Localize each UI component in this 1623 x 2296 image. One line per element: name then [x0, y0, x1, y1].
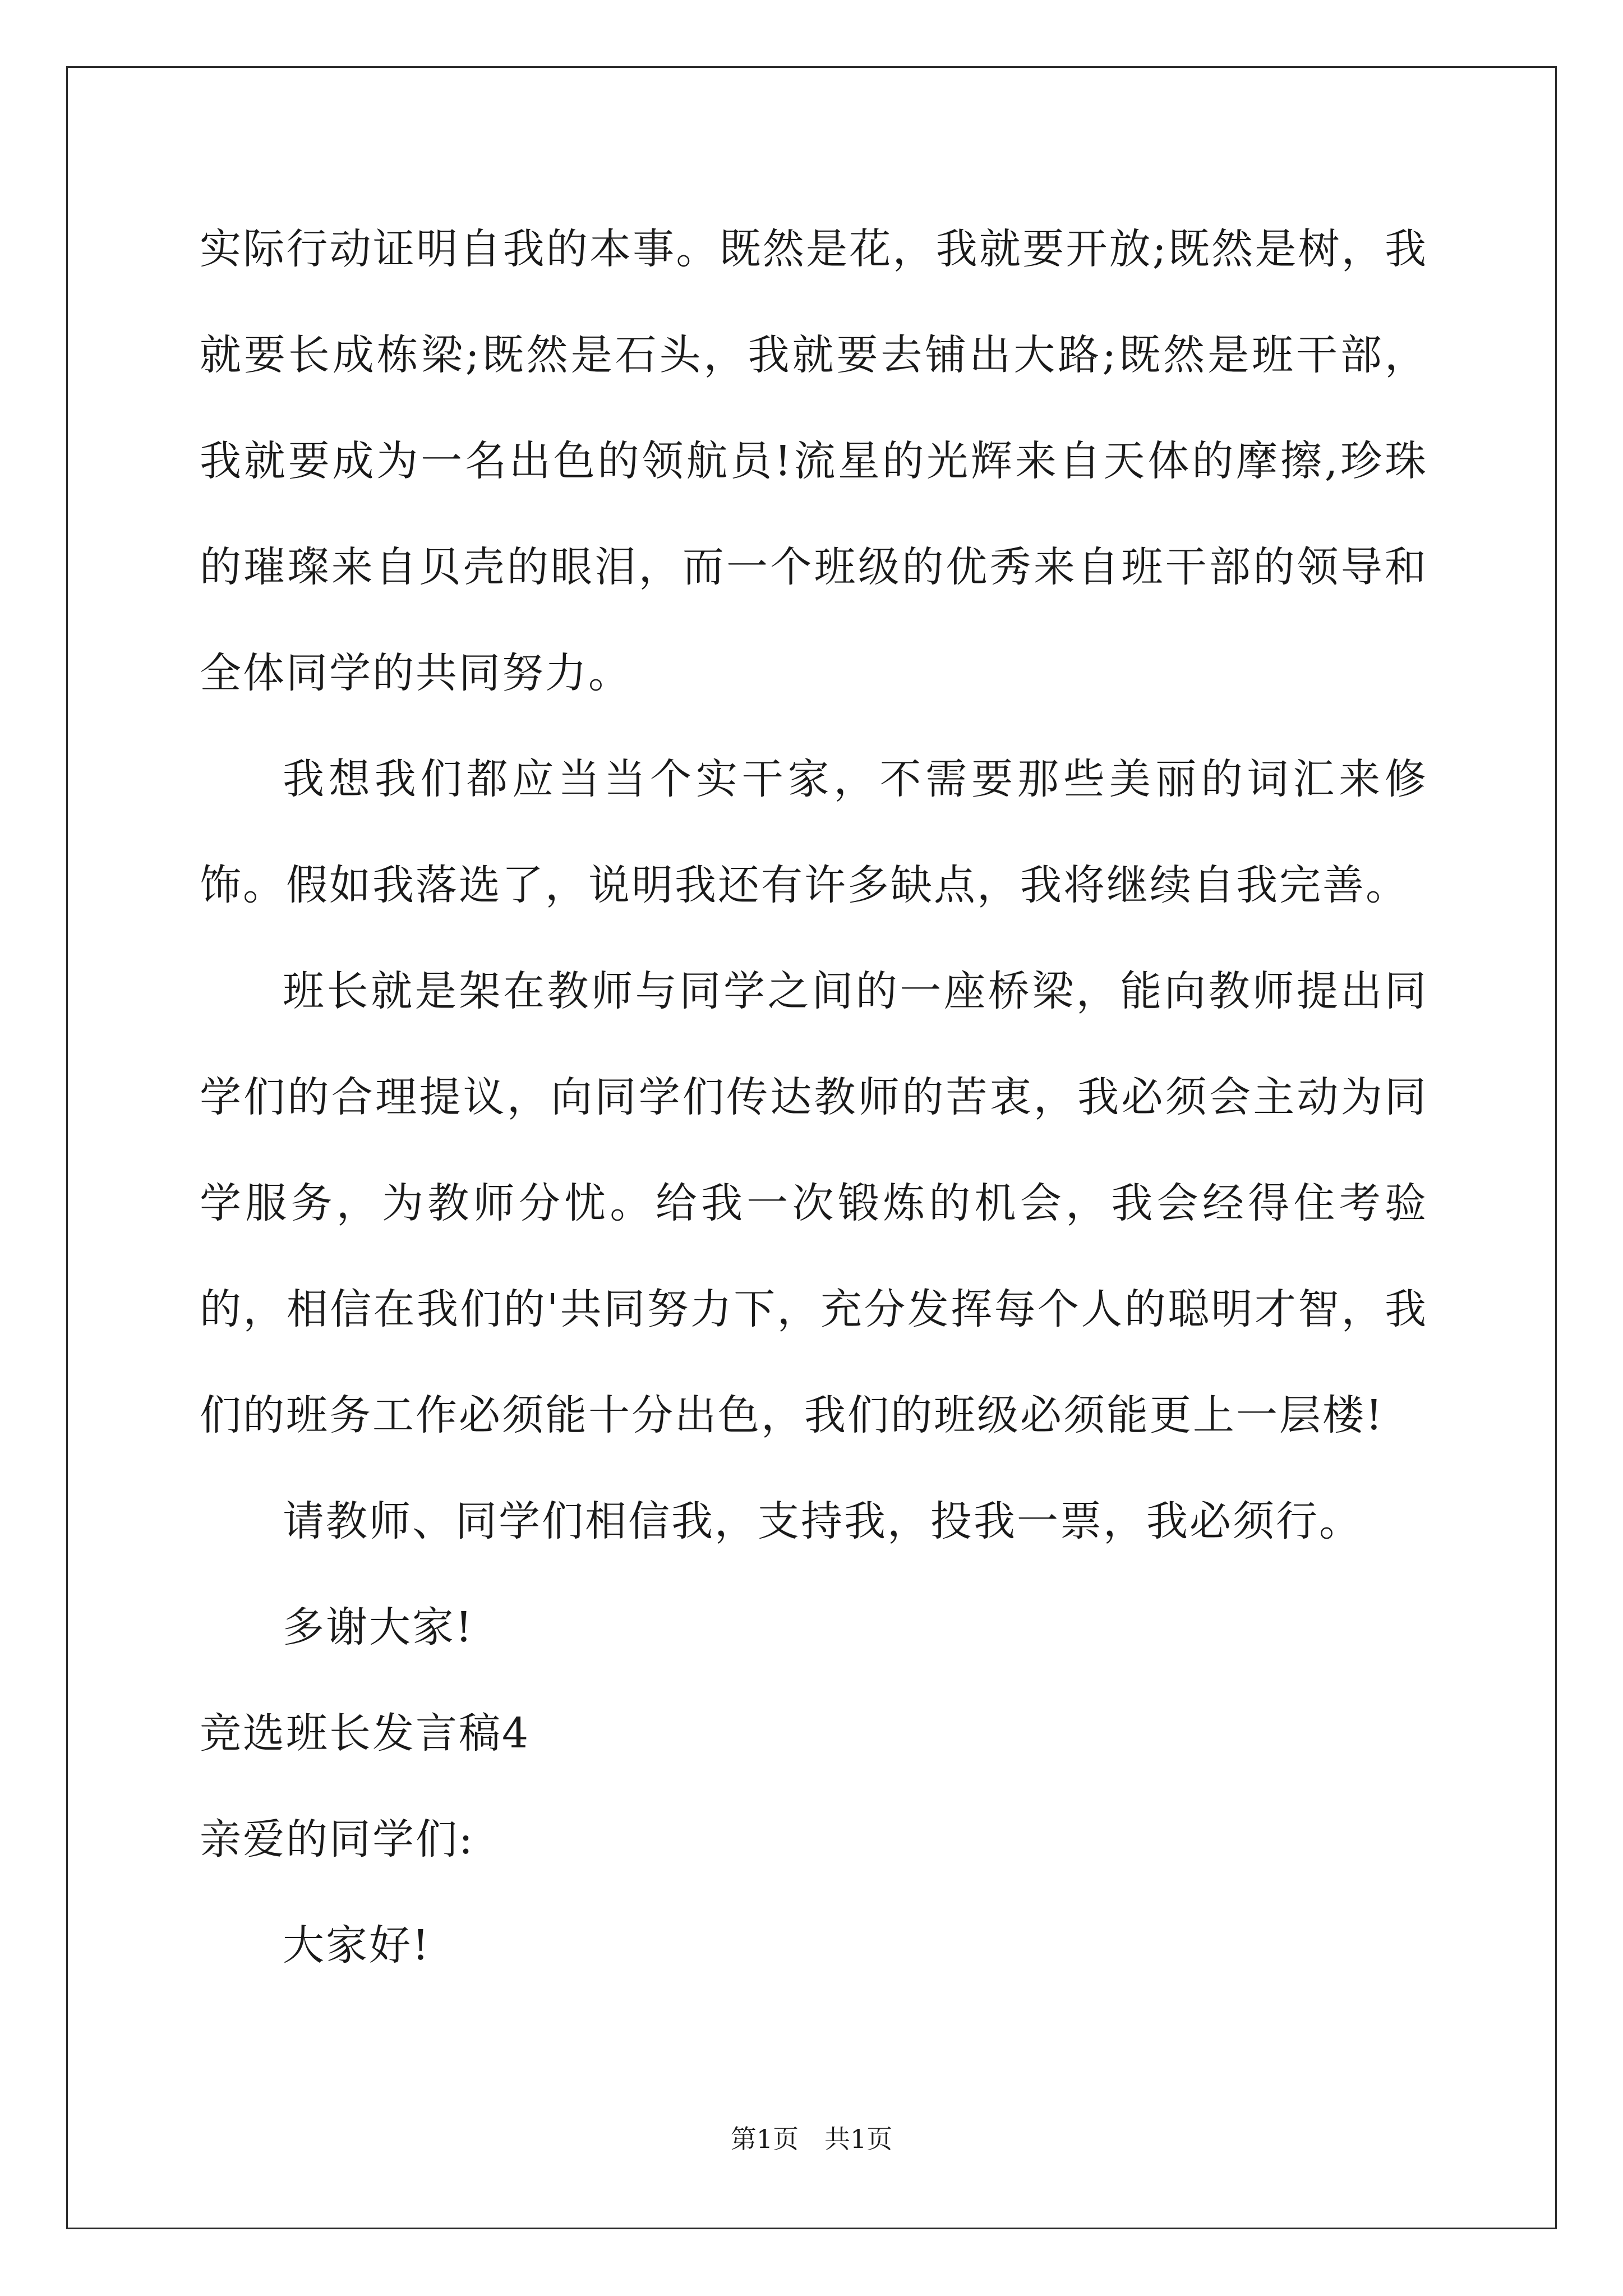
paragraph-5: 多谢大家! [283, 1603, 474, 1651]
page-footer [0, 2122, 1623, 2156]
paragraph-4: 请教师、同学们相信我，支持我，投我一票，我必须行。 [283, 1497, 1362, 1545]
paragraph-3: 班长就是架在教师与同学之间的一座桥梁，能向教师提出同学们的合理提议，向同学们传达教师的苦衷，我必须会主动为同学服务，为教师分忧。给我一次锻炼的机会，我会经得住考验的，相信在我们的'共同努力下，充分发挥每个人的聪明才智，我们的班务工作必须能十分出色，我们的班级必须能更上一层楼! [200, 967, 1428, 1439]
page-total: 共1页 [824, 2124, 893, 2154]
greeting: 大家好! [283, 1921, 431, 1970]
document-body [200, 196, 1428, 1999]
page-number: 第1页 [730, 2124, 799, 2154]
paragraph-1: 实际行动证明自我的本事。既然是花，我就要开放;既然是树，我就要长成栋梁;既然是石头，我就要去铺出大路;既然是班干部，我就要成为一名出色的领航员!流星的光辉来自天体的摩擦,珍珠的璀璨来自贝壳的眼泪，而一个班级的优秀来自班干部的领导和全体同学的共同努力。 [200, 225, 1428, 697]
paragraph-2: 我想我们都应当当个实干家，不需要那些美丽的词汇来修饰。假如我落选了，说明我还有许多缺点，我将继续自我完善。 [200, 755, 1428, 909]
section-heading: 竞选班长发言稿4 [200, 1709, 531, 1757]
salutation: 亲爱的同学们: [200, 1815, 474, 1864]
